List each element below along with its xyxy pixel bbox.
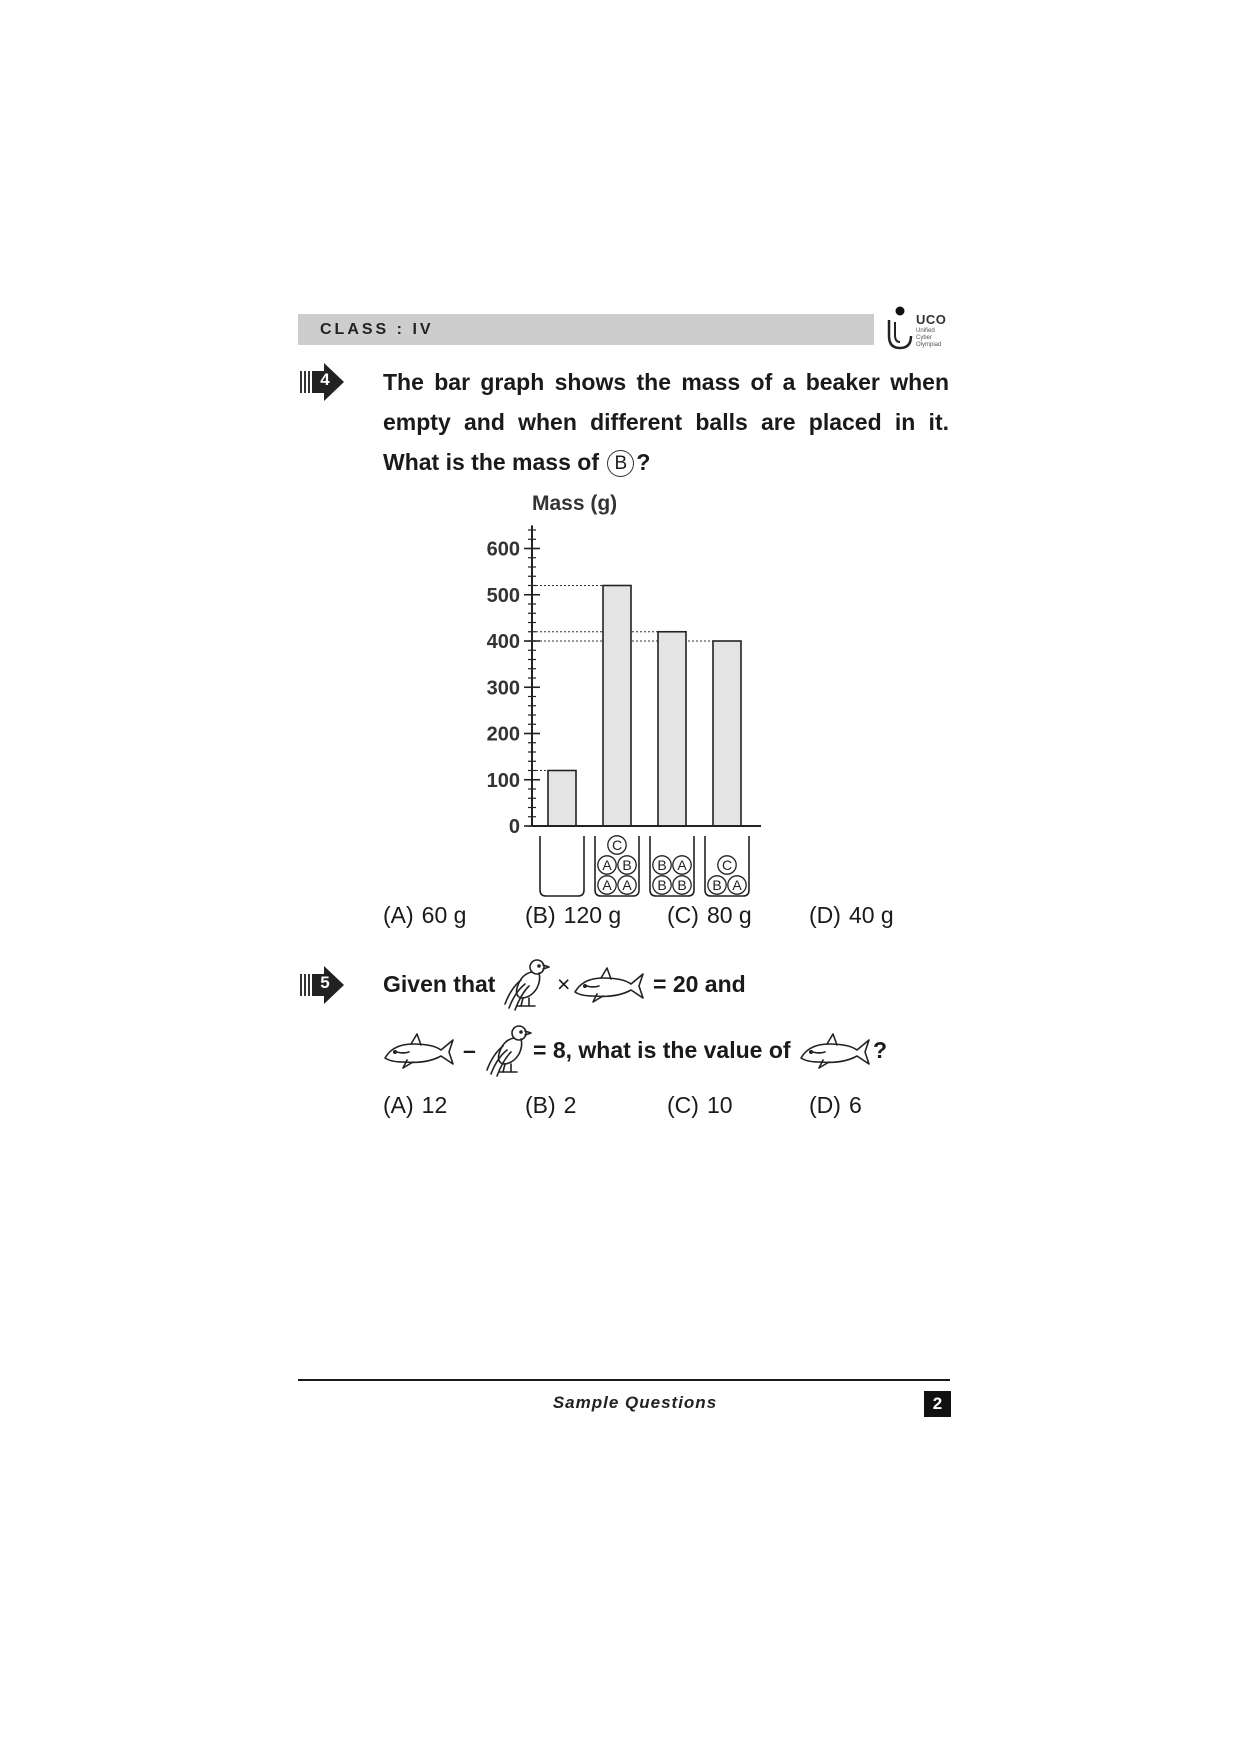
- bar: [713, 641, 741, 826]
- ball-label: B: [712, 877, 722, 893]
- logo-line-3: Olympiad: [916, 342, 942, 348]
- logo-line-2: Cyber: [916, 335, 933, 341]
- bar: [603, 586, 631, 827]
- ball-label: B: [657, 857, 667, 873]
- option-letter: (A): [383, 902, 414, 928]
- bar: [548, 771, 576, 827]
- option-value: 60 g: [421, 902, 467, 928]
- question-5-line-1: [383, 956, 983, 1012]
- class-label: CLASS : IV: [320, 320, 434, 338]
- class-header-bar: [298, 314, 874, 345]
- question-4-text-end: ?: [636, 449, 651, 475]
- chart-y-axis-label: Mass (g): [532, 492, 618, 515]
- option-letter: (C): [667, 902, 699, 928]
- option-b[interactable]: [525, 1092, 576, 1119]
- minus-sign: –: [463, 1037, 476, 1063]
- option-value: 120 g: [563, 902, 622, 928]
- uco-logo-icon: [884, 306, 916, 352]
- option-b[interactable]: [525, 902, 621, 929]
- y-tick-label: 400: [486, 631, 520, 653]
- ball-label: B: [657, 877, 667, 893]
- bird-icon: [501, 958, 553, 1012]
- option-d[interactable]: [809, 902, 894, 929]
- option-value: 10: [706, 1092, 733, 1118]
- question-5-options: [383, 1092, 963, 1126]
- ball-label: B: [677, 877, 687, 893]
- chart-bars: [548, 586, 741, 827]
- ball-label: B: [622, 857, 632, 873]
- chart-beakers: [540, 836, 749, 896]
- question-5-line-2: [383, 1022, 983, 1078]
- bar: [658, 632, 686, 826]
- option-value: 6: [848, 1092, 862, 1118]
- q5-line2-end: ?: [873, 1037, 888, 1063]
- q5-prefix: Given that: [383, 971, 496, 997]
- whale-icon: [383, 1032, 455, 1070]
- ball-label: A: [602, 857, 612, 873]
- mass-bar-chart: [470, 486, 790, 906]
- q5-line2-suffix: = 8, what is the value of: [533, 1037, 791, 1063]
- logo-line-1: Unified: [916, 328, 935, 334]
- ball-label: A: [732, 877, 742, 893]
- option-value: 40 g: [848, 902, 894, 928]
- y-tick-label: 100: [486, 769, 520, 792]
- question-4-badge: [300, 362, 346, 402]
- footer-divider: [298, 1379, 950, 1381]
- chart-y-axis: [487, 525, 540, 838]
- ball-label: A: [622, 877, 632, 893]
- ball-label: A: [602, 877, 612, 893]
- whale-icon: [799, 1032, 871, 1070]
- question-4-text: [383, 362, 949, 482]
- y-tick-label: 500: [486, 584, 520, 607]
- question-5-number: 5: [320, 973, 330, 992]
- y-tick-label: 200: [486, 723, 520, 746]
- option-letter: (D): [809, 1092, 841, 1118]
- option-c[interactable]: [667, 1092, 733, 1119]
- question-4-text-main: The bar graph shows the mass of a beaker when empty and when different balls are placed in it. What is the mass of: [383, 369, 949, 475]
- page-number: 2: [924, 1391, 951, 1417]
- ball-label: C: [611, 837, 623, 853]
- footer-title: Sample Questions: [552, 1393, 718, 1412]
- y-tick-label: 300: [486, 677, 520, 700]
- option-letter: (A): [383, 1092, 414, 1118]
- option-letter: (D): [809, 902, 841, 928]
- ball-b-inline: B: [607, 450, 634, 477]
- bird-icon: [483, 1024, 535, 1078]
- question-4-number: 4: [320, 370, 330, 389]
- ball-label: C: [721, 857, 733, 873]
- uco-logo: [884, 306, 954, 352]
- question-4-options: [383, 902, 963, 936]
- option-letter: (B): [525, 1092, 556, 1118]
- option-value: 80 g: [706, 902, 752, 928]
- option-c[interactable]: [667, 902, 752, 929]
- ball-label: A: [677, 857, 687, 873]
- option-value: 2: [563, 1092, 577, 1118]
- whale-icon: [573, 966, 645, 1004]
- logo-title: UCO: [916, 312, 947, 327]
- option-d[interactable]: [809, 1092, 862, 1119]
- times-sign: ×: [557, 971, 571, 997]
- option-value: 12: [421, 1092, 448, 1118]
- y-tick-label: 600: [486, 538, 520, 561]
- option-a[interactable]: [383, 1092, 447, 1119]
- y-tick-label: 0: [508, 816, 520, 838]
- option-letter: (B): [525, 902, 556, 928]
- option-a[interactable]: [383, 902, 466, 929]
- question-5-badge: [300, 965, 346, 1005]
- q5-line1-suffix: = 20 and: [653, 971, 746, 997]
- option-letter: (C): [667, 1092, 699, 1118]
- beaker: [540, 836, 584, 896]
